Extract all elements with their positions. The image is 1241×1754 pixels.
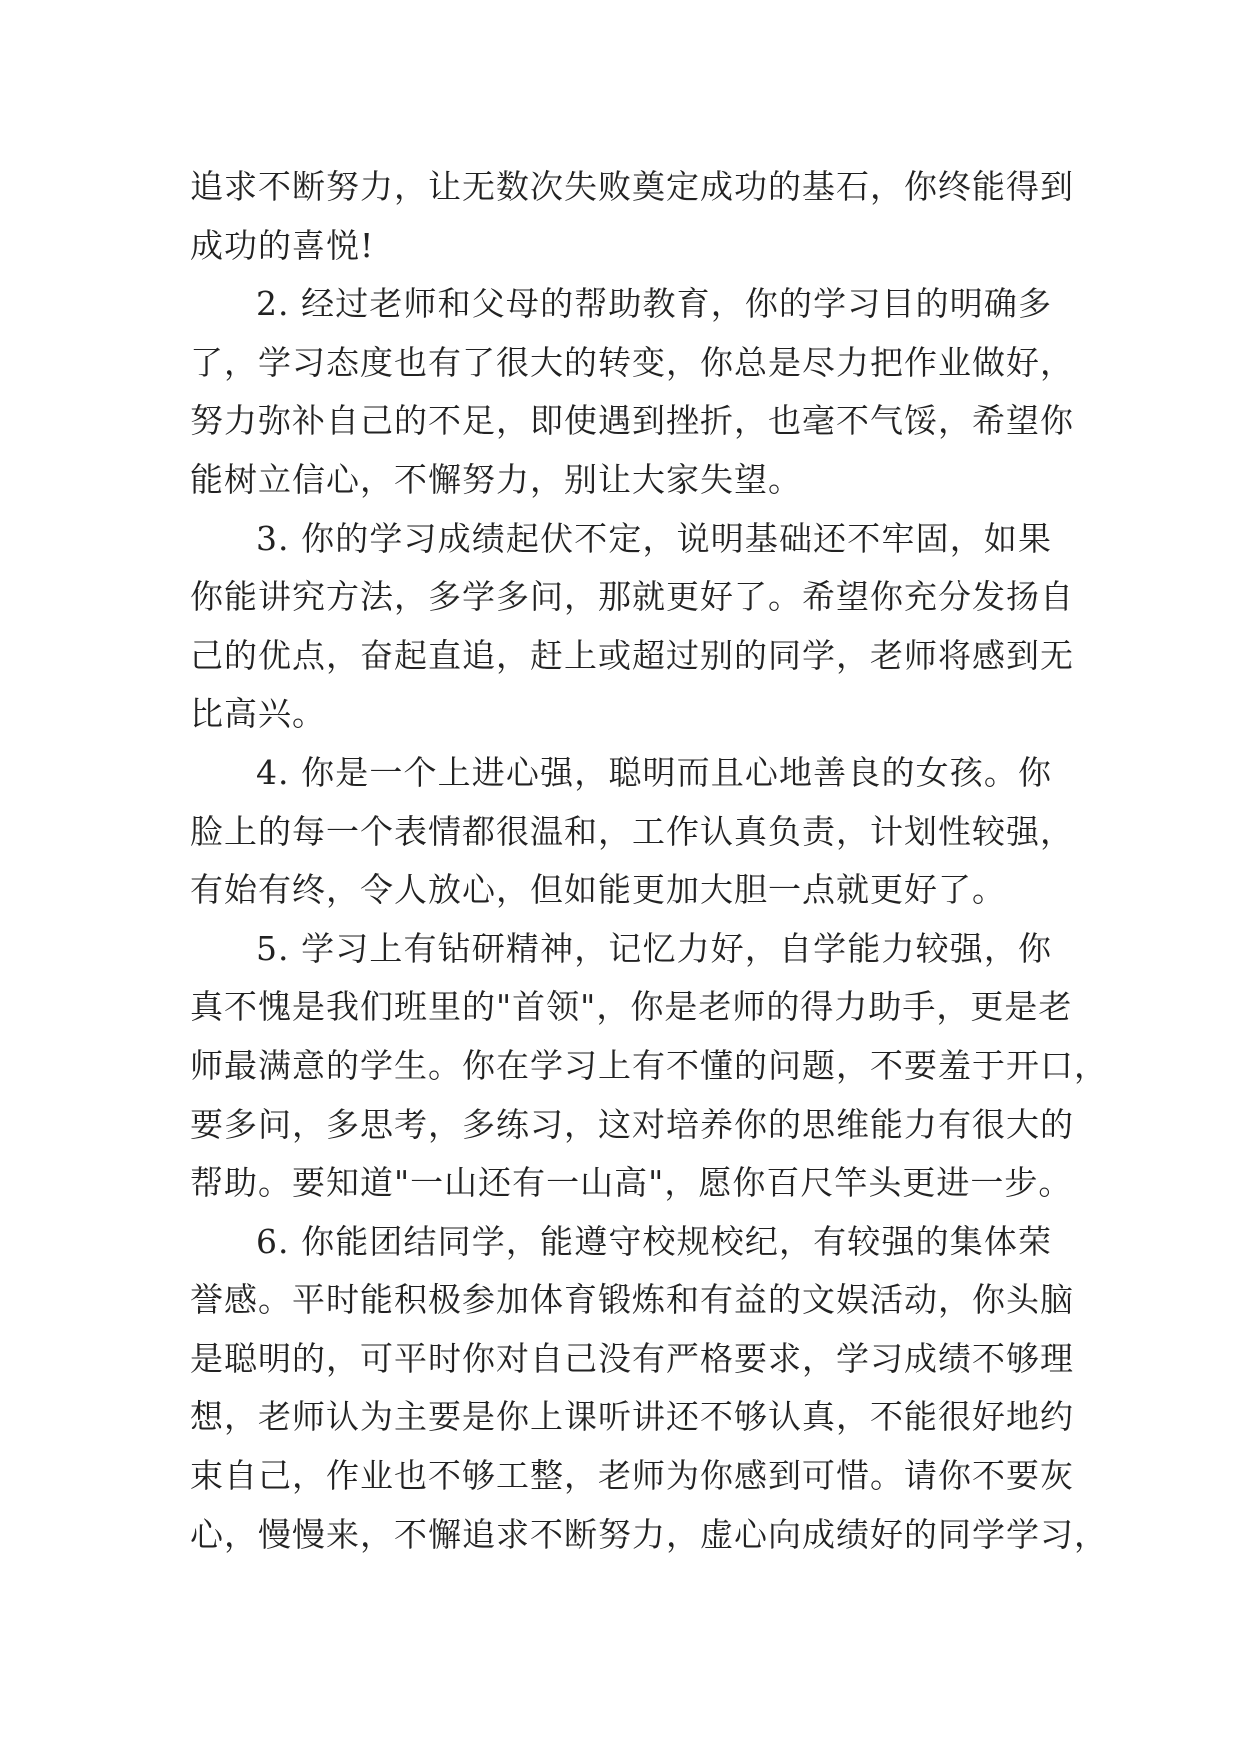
text-line: 成功的喜悦! [190,225,375,265]
text-line: 己的优点，奋起直追，赶上或超过别的同学，老师将感到无 [190,635,1074,675]
text-line: 束自己，作业也不够工整，老师为你感到可惜。请你不要灰 [190,1456,1074,1496]
text-line: 了，学习态度也有了很大的转变，你总是尽力把作业做好， [190,342,1074,382]
text-line: 2. 经过老师和父母的帮助教育，你的学习目的明确多 [256,284,1052,324]
text-line: 有始有终，令人放心，但如能更加大胆一点就更好了。 [190,870,1006,910]
text-line: 誉感。平时能积极参加体育锻炼和有益的文娱活动，你头脑 [190,1280,1074,1320]
text-line: 是聪明的，可平时你对自己没有严格要求，学习成绩不够理 [190,1338,1074,1378]
text-line: 帮助。要知道"一山还有一山高"，愿你百尺竿头更进一步。 [190,1163,1073,1203]
text-line: 想，老师认为主要是你上课听讲还不够认真，不能很好地约 [190,1397,1074,1437]
text-line: 4. 你是一个上进心强，聪明而且心地善良的女孩。你 [256,752,1052,792]
document-body [190,158,1108,1564]
text-line: 3. 你的学习成绩起伏不定，说明基础还不牢固，如果 [256,518,1052,558]
text-line: 追求不断努力，让无数次失败奠定成功的基石，你终能得到 [190,167,1074,206]
text-line: 师最满意的学生。你在学习上有不懂的问题，不要羞于开口， [190,1045,1108,1085]
text-line: 5. 学习上有钻研精神，记忆力好，自学能力较强，你 [256,928,1052,968]
text-line: 要多问，多思考，多练习，这对培养你的思维能力有很大的 [190,1104,1074,1144]
text-line: 真不愧是我们班里的"首领"，你是老师的得力助手，更是老 [190,987,1073,1027]
text-line: 努力弥补自己的不足，即使遇到挫折，也毫不气馁，希望你 [190,401,1074,441]
text-line: 心，慢慢来，不懈追求不断努力，虚心向成绩好的同学学习， [190,1514,1108,1554]
text-line: 6. 你能团结同学，能遵守校规校纪，有较强的集体荣 [256,1221,1052,1261]
text-line: 比高兴。 [190,694,326,734]
text-line: 你能讲究方法，多学多问，那就更好了。希望你充分发扬自 [190,577,1074,617]
text-line: 能树立信心，不懈努力，别让大家失望。 [190,459,802,499]
text-line: 脸上的每一个表情都很温和，工作认真负责，计划性较强， [190,811,1074,851]
